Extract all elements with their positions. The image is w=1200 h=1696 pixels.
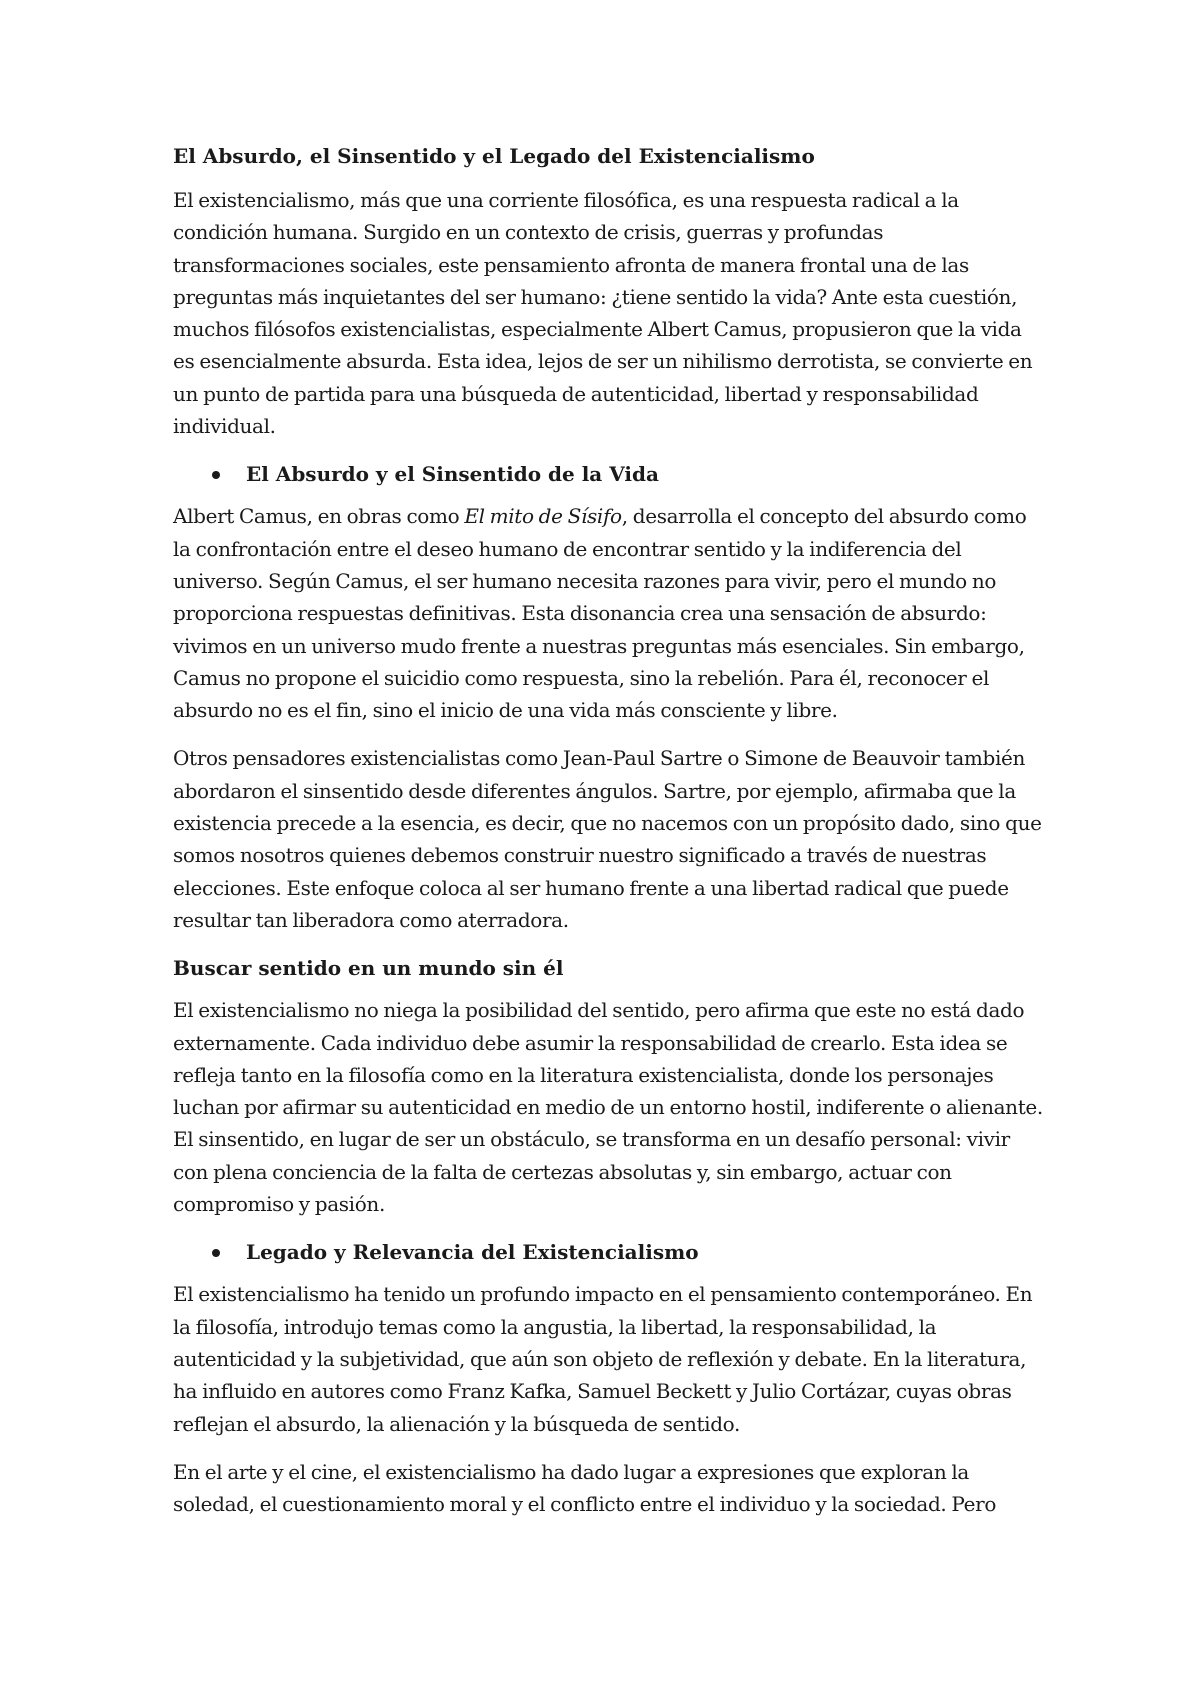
arte-cine-paragraph: En el arte y el cine, el existencialismo ha dado lugar a expresiones que exploran la soledad, el cuestionamiento moral y el conflicto entre el individuo y la sociedad. Pero — [173, 1459, 997, 1517]
document-page — [173, 140, 1045, 1536]
camus-text-before: Albert Camus, en obras como — [173, 504, 465, 529]
section-heading-text: El Absurdo y el Sinsentido de la Vida — [246, 462, 659, 487]
camus-paragraph — [173, 500, 1045, 726]
book-title-italic: El mito de Sísifo — [464, 504, 622, 529]
section-heading-legado — [173, 1236, 1045, 1268]
section-heading-absurdo — [173, 458, 1045, 490]
bullet-icon — [212, 1249, 220, 1257]
sartre-paragraph: Otros pensadores existencialistas como Jean-Paul Sartre o Simone de Beauvoir también abordaron el sinsentido desde diferentes ángulos. Sartre, por ejemplo, afirmaba que la existencia precede a la esencia, es decir, que no nacemos con un propósito dado, sino que somos nosotros quienes debemos construir nuestro significado a través de nuestras elecciones. Este enfoque coloca al ser humano frente a una libertad radical que puede resultar tan liberadora como aterradora. — [173, 746, 1042, 932]
section-heading-text: Legado y Relevancia del Existencialismo — [246, 1240, 699, 1265]
sentido-paragraph: El existencialismo no niega la posibilidad del sentido, pero afirma que este no está dado externamente. Cada individuo debe asumir la responsabilidad de crearlo. Esta idea se refleja tanto en la filosofía como en la literatura existencialista, donde los personajes luchan por afirmar su autenticidad en medio de un entorno hostil, indiferente o alienante. El sinsentido, en lugar de ser un obstáculo, se transforma en un desafío personal: vivir con plena conciencia de la falta de certezas absolutas y, sin embargo, actuar con compromiso y pasión. — [173, 998, 1043, 1217]
bullet-icon — [212, 471, 220, 479]
camus-text-after: , desarrolla el concepto del absurdo como la confrontación entre el deseo humano de encontrar sentido y la indiferencia del universo. Según Camus, el ser humano necesita razones para vivir, pero el mundo no proporciona respuestas definitivas. Esta disonancia crea una sensación de absurdo: vivimos en un universo mudo frente a nuestras preguntas más esenciales. Sin embargo, Camus no propone el suicidio como respuesta, sino la rebelión. Para él, reconocer el absurdo no es el fin, sino el inicio de una vida más consciente y libre. — [173, 504, 1027, 723]
legado-paragraph: El existencialismo ha tenido un profundo impacto en el pensamiento contemporáneo. En la filosofía, introdujo temas como la angustia, la libertad, la responsabilidad, la autenticidad y la subjetividad, que aún son objeto de reflexión y debate. En la literatura, ha influido en autores como Franz Kafka, Samuel Beckett y Julio Cortázar, cuyas obras reflejan el absurdo, la alienación y la búsqueda de sentido. — [173, 1282, 1033, 1436]
subheading-buscar-sentido: Buscar sentido en un mundo sin él — [173, 956, 564, 981]
intro-paragraph: El existencialismo, más que una corriente filosófica, es una respuesta radical a la condición humana. Surgido en un contexto de crisis, guerras y profundas transformaciones sociales, este pensamiento afronta de manera frontal una de las preguntas más inquietantes del ser humano: ¿tiene sentido la vida? Ante esta cuestión, muchos filósofos existencialistas, especialmente Albert Camus, propusieron que la vida es esencialmente absurda. Esta idea, lejos de ser un nihilismo derrotista, se convierte en un punto de partida para una búsqueda de autenticidad, libertad y responsabilidad individual. — [173, 188, 1033, 439]
document-title: El Absurdo, el Sinsentido y el Legado del Existencialismo — [173, 144, 815, 168]
